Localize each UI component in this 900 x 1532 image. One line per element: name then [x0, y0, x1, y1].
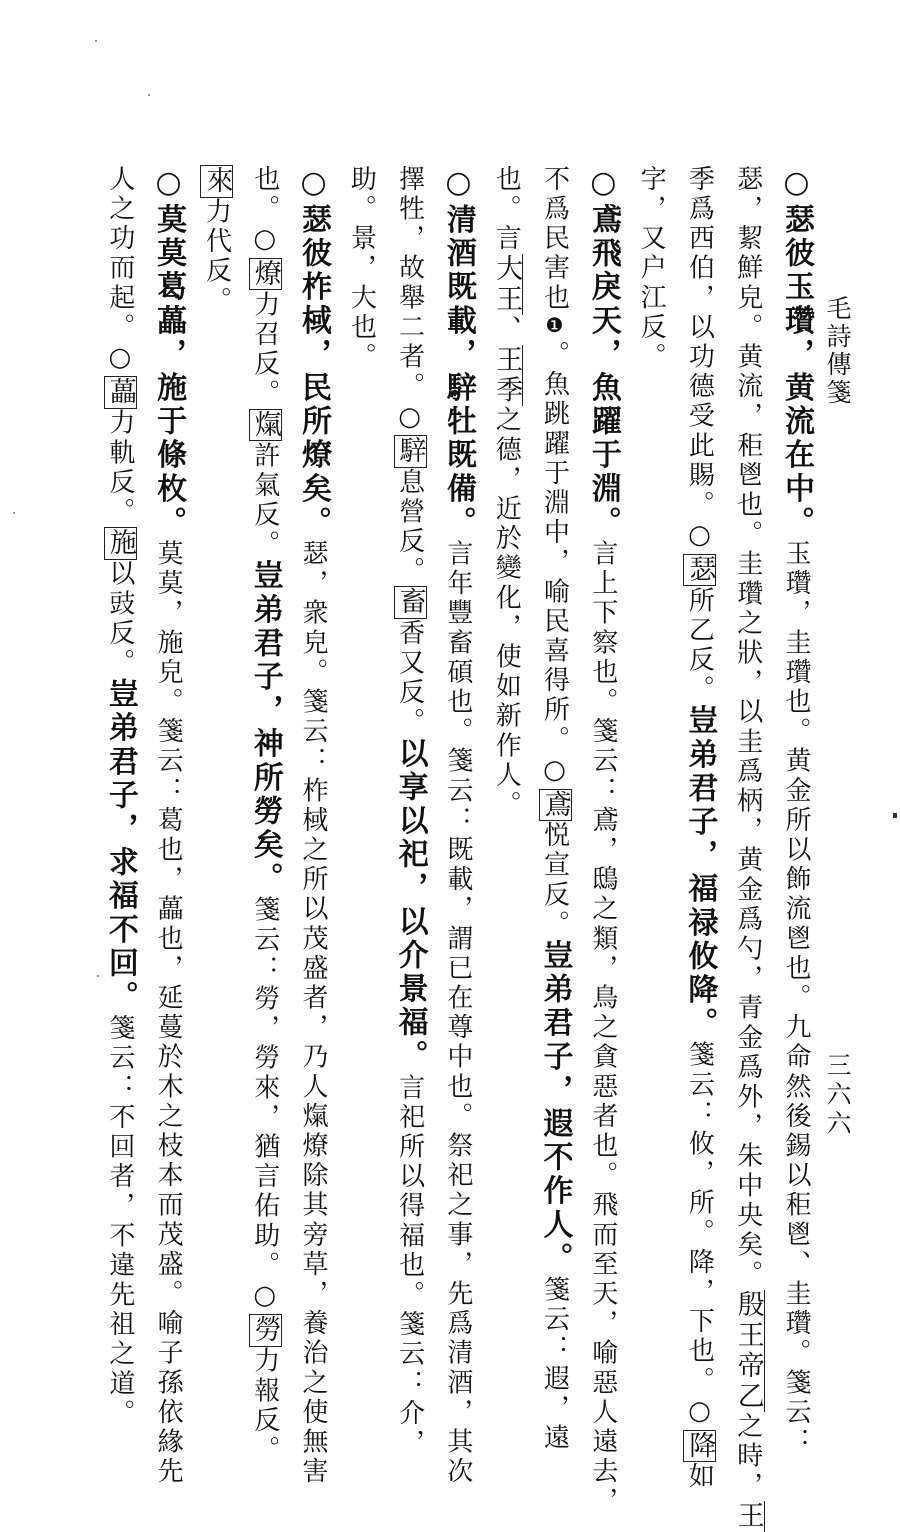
scan-speck — [893, 813, 897, 818]
commentary-text: 以豉反。 — [104, 559, 135, 679]
commentary-text: 、 — [491, 315, 522, 345]
commentary-text: 玉瓚，圭瓚也。黄金所以飾流鬯也。九命然後錫以秬鬯、圭瓚。箋云： — [781, 539, 811, 1458]
text-column — [530, 165, 578, 1454]
boxed-phonetic-char: 燎 — [249, 258, 281, 290]
commentary-text: 力軌反。 — [104, 408, 135, 528]
verse-text: 瑟彼柞棫，民所燎矣。 — [296, 203, 332, 540]
boxed-phonetic-char: 降 — [684, 1430, 716, 1462]
commentary-text: 如 — [684, 1462, 715, 1492]
commentary-text: 許氣反。 — [249, 441, 280, 560]
commentary-text: 言上下察也。箋云：鳶，鴟之類，鳥之貪惡者也。飛而至天，喻惡人遠去， — [587, 539, 618, 1517]
text-column — [337, 165, 385, 1305]
scan-speck — [13, 512, 15, 514]
verse-text: 豈弟君子，福禄攸降。 — [682, 704, 718, 1041]
text-column — [434, 165, 482, 1487]
proper-name-marked: 殷王帝乙 — [732, 1289, 764, 1413]
commentary-text: 息營反。 — [394, 468, 425, 587]
proper-name-marked: 王季 — [491, 344, 523, 406]
proper-name-marked: 大王 — [491, 253, 523, 316]
text-column — [192, 165, 240, 1305]
commentary-text: 瑟，衆皃。箋云：柞棫之所以茂盛者，乃人熂燎除其旁草，養治之使無害 — [298, 539, 329, 1487]
scan-speck — [148, 94, 150, 96]
commentary-text: 之德，近於變化，使如新作人。 — [491, 405, 522, 821]
text-column — [627, 165, 675, 1305]
text-column — [144, 165, 192, 1487]
scan-speck — [97, 975, 99, 977]
verse-text: 鳶飛戾天，魚躍于淵。 — [585, 203, 621, 540]
body-text — [78, 165, 820, 1532]
verse-text: 瑟彼玉瓚，黄流在中。 — [779, 203, 814, 540]
text-column — [385, 165, 433, 1459]
verse-text: 豈弟君子，遐不作人。 — [537, 939, 573, 1276]
commentary-text: 莫莫，施皃。箋云：葛也，藟也，延蔓於木之枝本而茂盛。喻子孫依緣先 — [153, 539, 184, 1487]
commentary-text: 。魚跳躍于淵中，喻民喜得所。○ — [539, 340, 570, 789]
boxed-phonetic-char: 藟 — [104, 377, 136, 408]
boxed-phonetic-char: 熂 — [249, 409, 281, 441]
commentary-text: 箋云：勞，勞來，猶言佑助。○ — [249, 895, 280, 1315]
commentary-text: 人之功而起。○ — [104, 165, 135, 377]
commentary-text: 不爲民害也 — [539, 165, 570, 313]
boxed-phonetic-char: 勞 — [249, 1315, 281, 1346]
circle-mark: ○ — [779, 165, 814, 204]
running-title: 毛詩傳箋 — [823, 295, 852, 407]
text-column — [772, 165, 820, 1458]
commentary-text: 擇牲，故舉二者。○ — [394, 165, 425, 436]
boxed-phonetic-char: 來 — [201, 166, 233, 197]
commentary-text: 香又反。 — [394, 619, 425, 738]
text-column — [240, 165, 288, 1466]
commentary-text: 也。言 — [491, 165, 522, 254]
commentary-text: 悦宣反。 — [539, 821, 570, 940]
circle-mark: ○ — [296, 165, 332, 204]
circle-mark: ○ — [585, 165, 621, 204]
commentary-text: 助。景，大也。 — [346, 165, 377, 373]
boxed-phonetic-char: 騂 — [394, 436, 426, 468]
circle-mark: ○ — [151, 165, 187, 204]
commentary-text: 箋云：不回者，不違先祖之道。 — [104, 1014, 135, 1429]
scan-speck — [95, 40, 97, 42]
verse-text: 清酒既載，騂牡既備。 — [440, 203, 476, 540]
commentary-text: 箋云：遐，遠 — [539, 1275, 570, 1454]
commentary-text: 力報反。 — [249, 1346, 280, 1466]
verse-text: 莫莫葛藟，施于條枚。 — [151, 203, 187, 540]
text-column — [579, 165, 627, 1517]
commentary-text: 力召反。 — [249, 290, 280, 409]
text-column — [723, 165, 771, 1532]
commentary-text: 字，又户江反。 — [636, 165, 667, 373]
commentary-text: 所乙反。 — [684, 586, 715, 705]
boxed-phonetic-char: 施 — [104, 528, 136, 559]
circle-mark: ○ — [440, 165, 476, 204]
commentary-text: 言祀所以得福也。箋云：介， — [394, 1073, 425, 1459]
footnote-marker: ❶ — [542, 313, 567, 341]
text-column — [675, 165, 723, 1492]
commentary-text: 之時， — [732, 1412, 763, 1502]
verse-text: 以享以祀，以介景福。 — [392, 737, 428, 1074]
verse-text: 豈弟君子，求福不回。 — [102, 678, 138, 1015]
text-column — [96, 165, 144, 1429]
commentary-text: 言年豐畜碩也。箋云：既載，謂已在尊中也。祭祀之事，先爲清酒，其次 — [442, 539, 473, 1487]
boxed-phonetic-char: 鳶 — [539, 789, 571, 821]
proper-name-marked: 王 — [732, 1501, 764, 1532]
commentary-text: 瑟，絜鮮皃。黄流，秬鬯也。圭瓚之狀，以圭爲柄，黄金爲勺，青金爲外，朱中央矣。 — [732, 165, 763, 1290]
text-column — [289, 165, 337, 1487]
commentary-text: 箋云：攸，所。降，下也。○ — [684, 1040, 715, 1430]
commentary-text: 也。○ — [249, 165, 280, 258]
commentary-text: 季爲西伯，以功德受此賜。○ — [684, 165, 715, 554]
page-number: 三六六 — [823, 1052, 852, 1139]
text-column — [482, 165, 530, 1305]
boxed-phonetic-char: 畜 — [394, 587, 426, 619]
commentary-text: 力代反。 — [201, 197, 232, 317]
verse-text: 豈弟君子，神所勞矣。 — [247, 559, 283, 896]
boxed-phonetic-char: 瑟 — [684, 554, 716, 586]
